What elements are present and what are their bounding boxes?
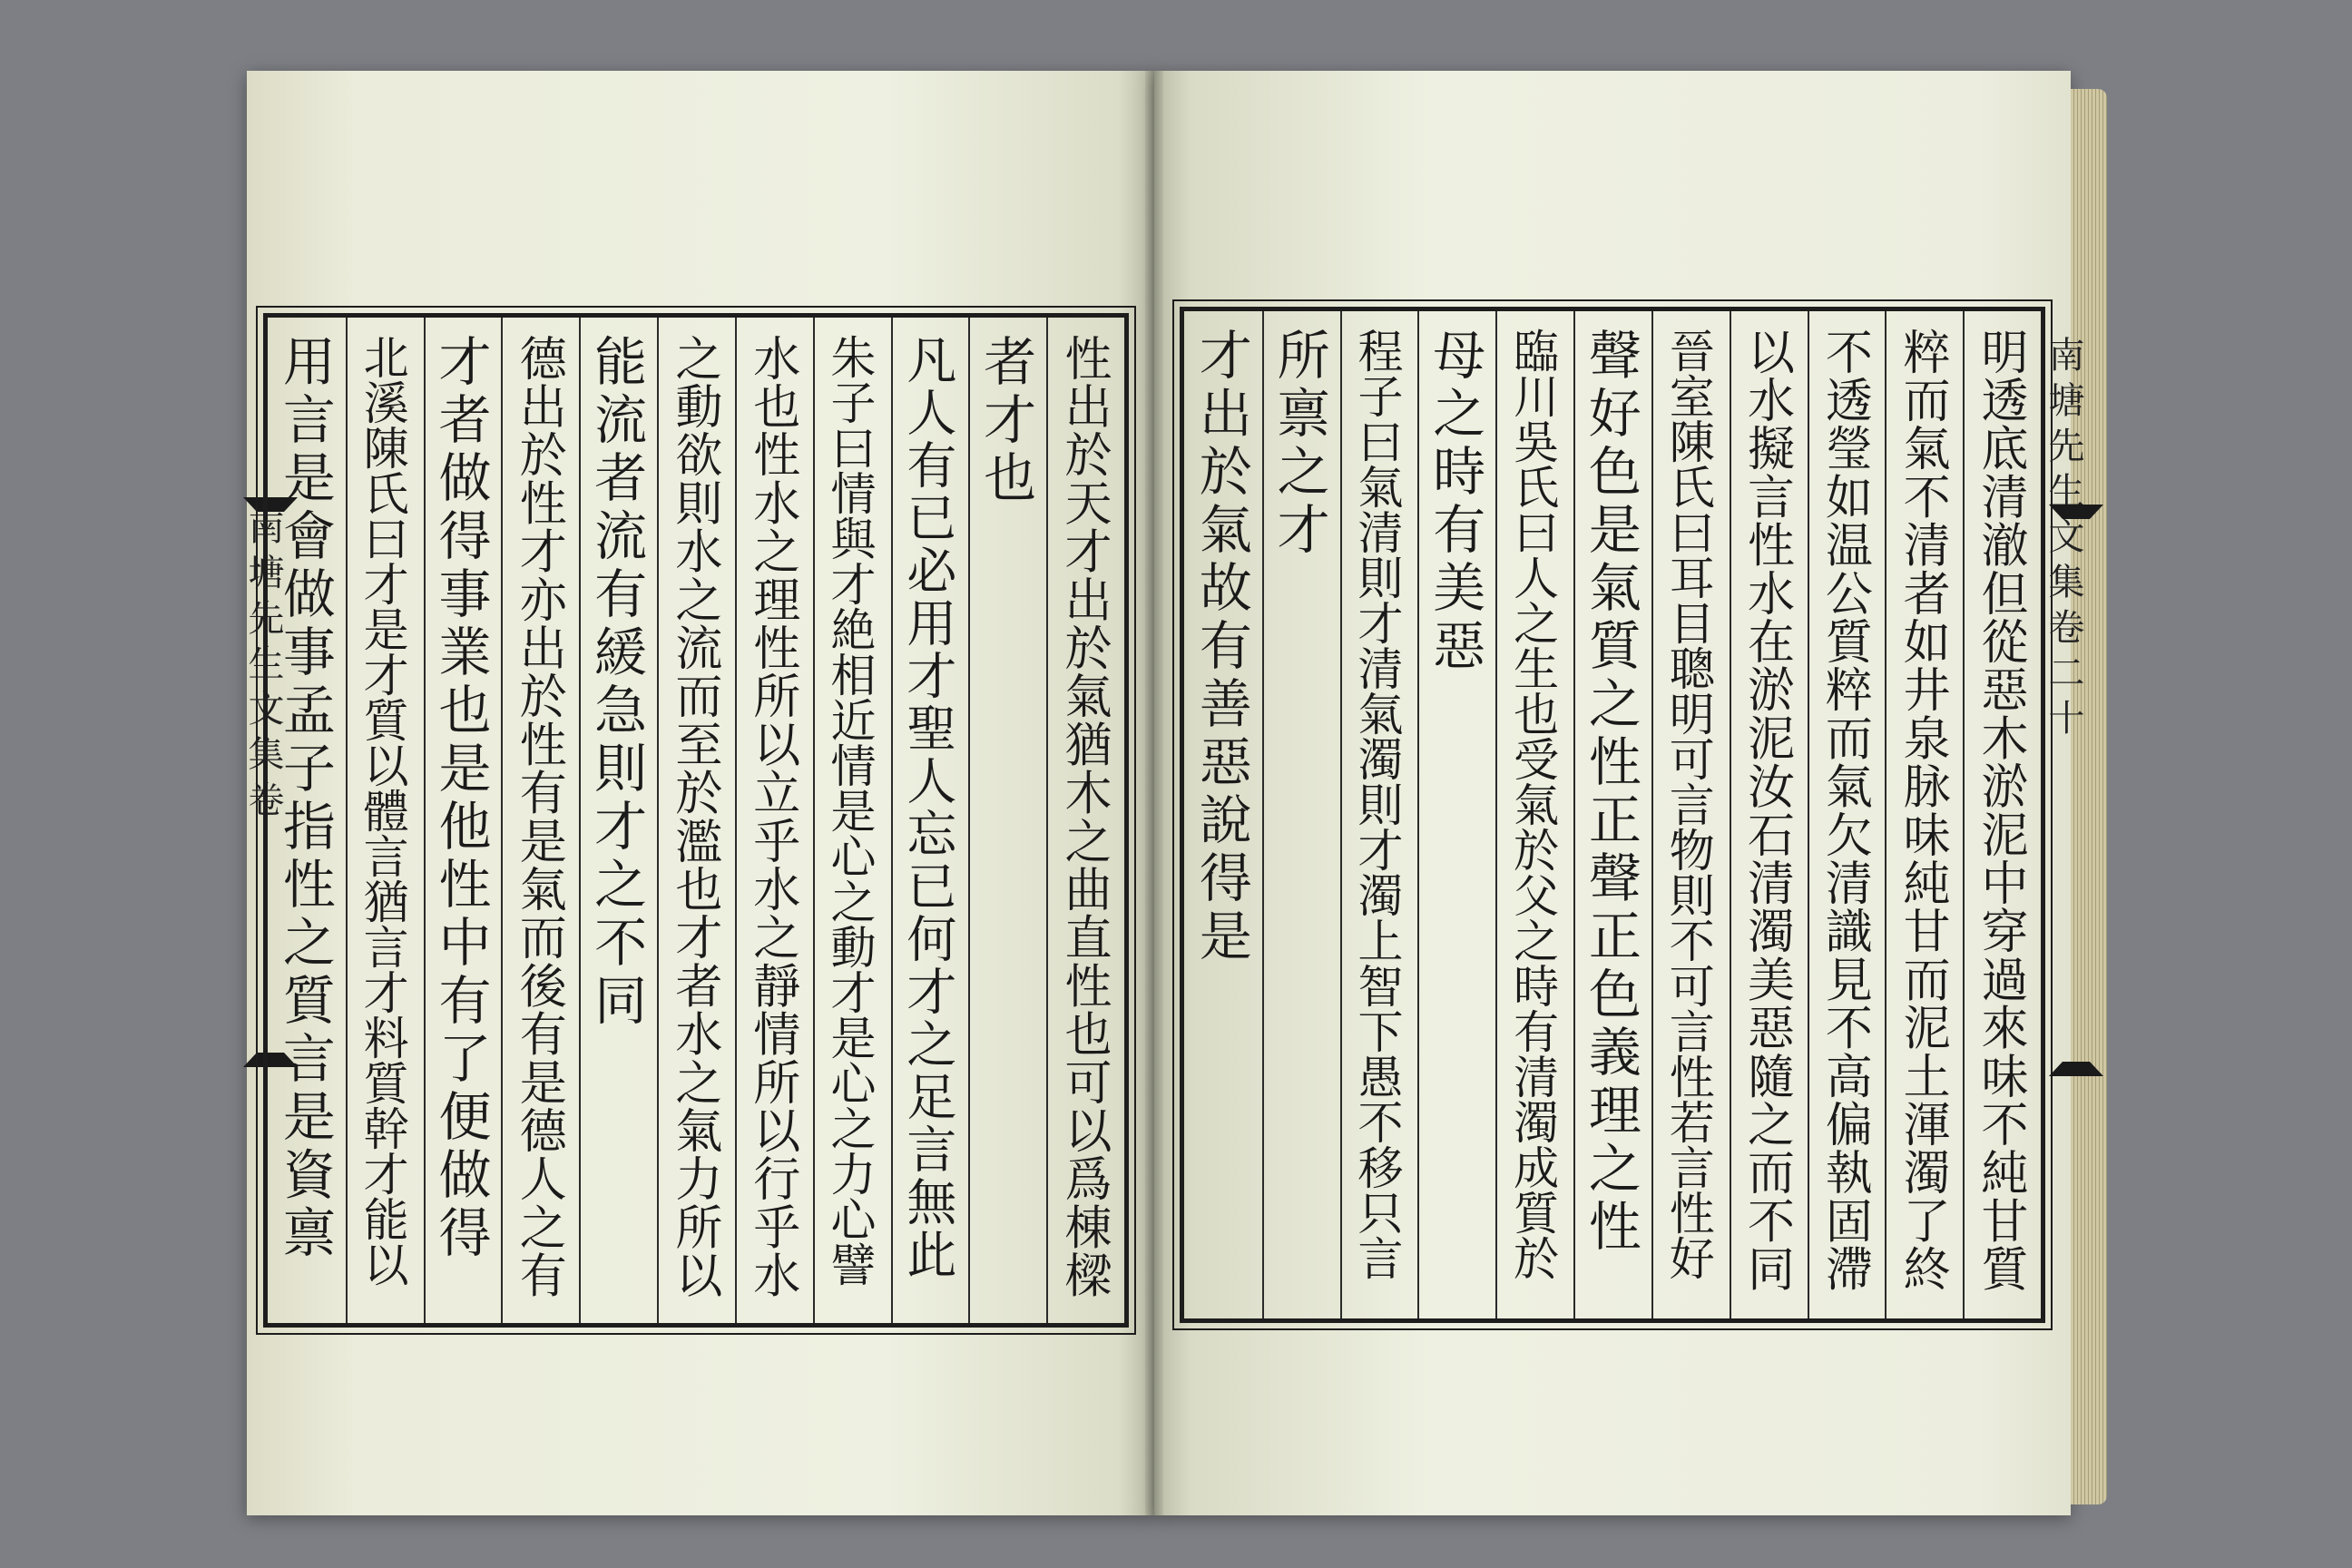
- text-column: 晉室陳氏曰耳目聰明可言物則不可言性若言性好: [1661, 328, 1715, 1280]
- text-column: 德出於性才亦出於性有是氣而後有是德人之有: [511, 334, 566, 1299]
- column-rule: [891, 318, 893, 1323]
- column-rule: [1417, 311, 1419, 1318]
- book-gutter: [1145, 71, 1163, 1515]
- text-column: 以水擬言性水在淤泥汝石清濁美惡隨之而不同: [1739, 328, 1794, 1293]
- text-column: 母之時有美惡: [1424, 328, 1486, 676]
- left-text-frame: [263, 313, 1129, 1328]
- right-fold-strip: 南塘先生文集卷二十: [2043, 336, 2084, 744]
- column-rule: [1885, 311, 1886, 1318]
- text-column: 性出於天才出於氣猶木之曲直性也可以爲棟樑: [1055, 334, 1111, 1299]
- text-column: 北溪陳氏曰才是才質以體言猶言才料質幹才能以: [356, 334, 409, 1287]
- fishtail-mark: [2049, 505, 2103, 519]
- column-rule: [1340, 311, 1342, 1318]
- text-column: 之動欲則水之流而至於濫也才者水之氣力所以: [666, 334, 721, 1299]
- column-rule: [1046, 318, 1048, 1323]
- text-column: 者才也: [975, 334, 1037, 508]
- text-column: 明透底清澈但從惡木淤泥中穿過來味不純甘質: [1972, 328, 2027, 1293]
- column-rule: [1808, 311, 1809, 1318]
- column-rule: [1730, 311, 1731, 1318]
- column-rule: [735, 318, 737, 1323]
- text-column: 凡人有已必用才聖人忘已何才之足言無此: [898, 334, 957, 1281]
- text-column: 不透瑩如温公質粹而氣欠清識見不高偏執固滯: [1817, 328, 1872, 1293]
- column-rule: [1651, 311, 1653, 1318]
- column-rule: [968, 318, 970, 1323]
- text-column: 朱子曰情與才絶相近情是心之動才是心之力心譬: [823, 334, 877, 1287]
- text-column: 所禀之才: [1268, 328, 1330, 560]
- text-column: 能流者流有緩急則才之不同: [585, 334, 648, 1031]
- text-column: 用言是會做事孟子指性之質言是資禀: [273, 334, 336, 1263]
- text-column: 臨川吳氏曰人之生也受氣於父之時有清濁成質於: [1506, 328, 1560, 1280]
- column-rule: [1963, 311, 1965, 1318]
- column-rule: [813, 318, 815, 1323]
- column-rule: [501, 318, 503, 1323]
- column-rule: [424, 318, 426, 1323]
- column-rule: [1573, 311, 1575, 1318]
- text-column: 聲好色是氣質之性正聲正色義理之性: [1579, 328, 1642, 1257]
- right-text-frame: [1180, 307, 2045, 1323]
- text-column: 程子曰氣清則才清氣濁則才濁上智下愚不移只言: [1350, 328, 1404, 1280]
- column-rule: [346, 318, 348, 1323]
- column-rule: [657, 318, 659, 1323]
- text-column: 粹而氣不清者如井泉脉味純甘而泥土渾濁了終: [1895, 328, 1950, 1293]
- column-rule: [1495, 311, 1497, 1318]
- column-rule: [579, 318, 581, 1323]
- text-column: 才出於氣故有善惡說得是: [1190, 328, 1252, 966]
- fishtail-mark: [2049, 1062, 2103, 1076]
- column-rule: [1262, 311, 1264, 1318]
- text-column: 水也性水之理性所以立乎水之靜情所以行乎水: [744, 334, 799, 1299]
- text-column: 才者做得事業也是他性中有了便做得: [429, 334, 492, 1263]
- left-fold-strip: 南塘先生文集卷: [242, 508, 284, 826]
